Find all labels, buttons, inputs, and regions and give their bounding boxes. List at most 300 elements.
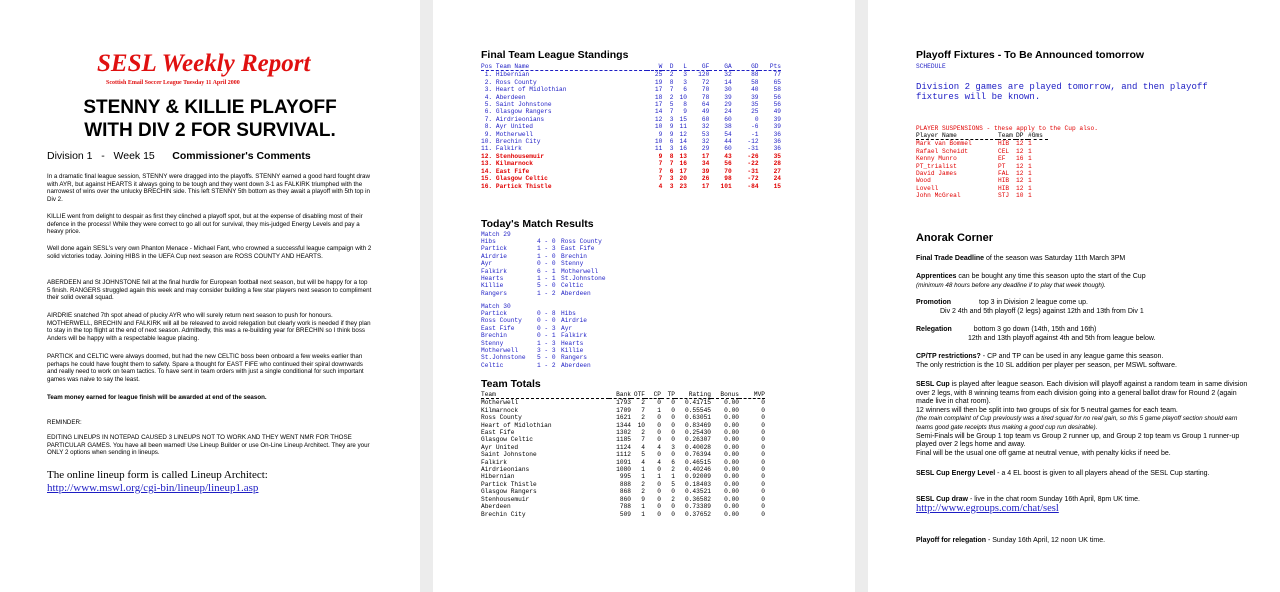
team-code-cell: HIB (998, 140, 1010, 148)
dp-cell: 10 (1016, 192, 1024, 200)
chat-room-link[interactable]: http://www.egroups.com/chat/sesl (916, 502, 1059, 514)
totals-value-cell: 1112 (616, 451, 631, 459)
away-team-cell: Ayr (561, 324, 573, 332)
home-team-cell: Hearts (481, 275, 504, 283)
standings-value-cell: 60 (701, 115, 710, 123)
match-29-results (481, 238, 631, 297)
standings-value-cell: -12 (747, 138, 759, 146)
match-result-row (481, 332, 631, 339)
totals-value-cell: 0 (671, 503, 675, 511)
standings-value-cell: 77 (773, 71, 781, 79)
totals-value-cell: 1 (641, 503, 645, 511)
totals-value-cell: 0 (671, 451, 675, 459)
standings-header-cell: W (647, 63, 663, 71)
report-title: SESL Weekly Report (97, 50, 311, 77)
match-result-row (481, 362, 631, 369)
away-team-cell: Aberdeen (561, 361, 591, 369)
totals-value-cell: 0 (761, 480, 765, 488)
score-cell: 0 - 0 (537, 260, 556, 268)
totals-value-cell: 1080 (616, 466, 631, 474)
away-team-cell: Brechin (561, 252, 587, 260)
totals-row (481, 429, 765, 436)
standings-value-cell: 10 (654, 138, 663, 146)
team-code-cell: EF (998, 155, 1006, 163)
standings-table (481, 63, 781, 190)
standings-header-cell: L (674, 63, 687, 71)
suspensions-table (916, 132, 1048, 200)
standings-value-cell: 3 (669, 115, 674, 123)
totals-value-cell: 0 (657, 510, 661, 518)
standings-header-cell: D (662, 63, 673, 71)
standings-value-cell: 27 (773, 167, 781, 175)
team-code-cell: FAL (998, 170, 1010, 178)
totals-header-cell: MVP (739, 391, 765, 399)
match-result-row (481, 275, 631, 282)
dp-cell: 12 (1016, 162, 1024, 170)
standings-team-cell: 7. Airdrieonians (481, 115, 545, 123)
totals-value-cell: 1 (657, 406, 661, 414)
standings-value-cell: 14 (654, 108, 663, 116)
standings-value-cell: -84 (747, 182, 759, 190)
standings-value-cell: 4 (658, 182, 663, 190)
home-team-cell: Partick (481, 245, 507, 253)
totals-value-cell: 0 (671, 488, 675, 496)
score-cell: 1 - 2 (537, 361, 556, 369)
totals-value-cell: 0.92009 (685, 473, 711, 481)
away-team-cell: Rangers (561, 354, 587, 362)
home-team-cell: Celtic (481, 361, 504, 369)
totals-value-cell: 0 (761, 436, 765, 444)
totals-value-cell: 860 (619, 495, 631, 503)
totals-row (481, 444, 765, 451)
player-name-cell: Lovell (916, 184, 939, 192)
away-team-cell: Celtic (561, 282, 584, 290)
standings-value-cell: 7 (669, 160, 674, 168)
standings-header-cell: GD (732, 63, 759, 71)
totals-value-cell: 0 (657, 495, 661, 503)
standings-team-cell: 3. Heart of Midlothian (481, 86, 567, 94)
standings-value-cell: 14 (724, 78, 732, 86)
standings-value-cell: 54 (724, 130, 732, 138)
standings-header-cell: Pts (759, 63, 781, 71)
player-name-cell: Mark van Bommel (916, 140, 972, 148)
totals-value-cell: 0.26307 (685, 436, 711, 444)
totals-value-cell: 0.00 (724, 451, 739, 459)
standings-row (481, 138, 781, 145)
totals-value-cell: 2 (671, 495, 675, 503)
totals-value-cell: 0 (671, 429, 675, 437)
totals-value-cell: 0 (671, 421, 675, 429)
standings-team-cell: 13. Kilmarnock (481, 160, 533, 168)
totals-value-cell: 0 (657, 488, 661, 496)
totals-team-cell: Glasgow Rangers (481, 488, 537, 496)
sesl-cup-info: SESL Cup is played after league season. Each division will playoff against a random team in same division over 2 legs, with 8 winning teams from each division going into a general ballot draw for Round 2 (again made live in chat room). 12 winners will then be split into two groups of six for 5 neutral games for each team. (the main complaint of Cup previously was a tired squad for no real gain, so this 5 game playoff section should earn teams good gate receipts thus making a good cup run desirable). Semi-Finals will be Group 1 top team vs Group 2 runner up, and Group 2 top team vs Group 1 runner-up played over 2 legs home and away. Final will be the usual one off game at neutral venue, with penalty kicks if need be. (916, 381, 1248, 457)
standings-team-cell: 8. Ayr United (481, 123, 533, 131)
player-name-cell: David James (916, 170, 957, 178)
totals-value-cell: 1185 (616, 436, 631, 444)
totals-team-cell: Falkirk (481, 458, 507, 466)
totals-value-cell: 4 (657, 458, 661, 466)
suspension-row (916, 192, 1048, 199)
totals-value-cell: 0 (761, 399, 765, 407)
report-subtitle: Scottish Email Soccer League Tuesday 11 April 2000 (106, 80, 240, 86)
standings-value-cell: 70 (701, 86, 710, 94)
schedule-label: SCHEDULE (916, 63, 946, 70)
standings-value-cell: 17 (701, 152, 710, 160)
relegation-playoff-info: Playoff for relegation - Sunday 16th April, 12 noon UK time. (916, 537, 1106, 544)
totals-title: Team Totals (481, 378, 541, 390)
totals-value-cell: 0 (761, 466, 765, 474)
totals-value-cell: 1709 (616, 406, 631, 414)
standings-value-cell: 56 (773, 101, 781, 109)
apprentices-info: Apprentices can be bought any time this season upto the start of the Cup (minimum 48 hours before any deadline if to play that week though). (916, 273, 1146, 289)
match-30-label: Match 30 (481, 303, 511, 310)
totals-value-cell: 0.00 (724, 443, 739, 451)
player-name-cell: Wood (916, 177, 931, 185)
team-money-note: Team money earned for league finish will be awarded at end of the season. (47, 394, 267, 401)
match-29-label: Match 29 (481, 231, 511, 238)
totals-value-cell: 0 (657, 429, 661, 437)
home-team-cell: Airdrie (481, 252, 507, 260)
totals-row (481, 503, 765, 510)
standings-value-cell: 64 (701, 101, 710, 109)
page-2 (433, 0, 855, 592)
standings-header-cell: GA (709, 63, 731, 71)
totals-value-cell: 2 (641, 480, 645, 488)
standings-value-cell: 25 (654, 71, 663, 79)
standings-row (481, 183, 781, 190)
standings-value-cell: 8 (683, 101, 687, 109)
standings-value-cell: 6 (683, 86, 687, 94)
dp-cell: 12 (1016, 177, 1024, 185)
suspensions-header-cell: DP (1016, 132, 1028, 140)
home-team-cell: Ayr (481, 260, 493, 268)
totals-row (481, 496, 765, 503)
standings-value-cell: 29 (701, 145, 710, 153)
totals-value-cell: 0 (761, 503, 765, 511)
games-cell: 1 (1028, 155, 1032, 163)
totals-value-cell: 7 (641, 406, 645, 414)
score-cell: 0 - 3 (537, 324, 556, 332)
totals-value-cell: 1091 (616, 458, 631, 466)
standings-value-cell: 65 (773, 78, 781, 86)
standings-value-cell: 23 (679, 182, 687, 190)
totals-value-cell: 1302 (616, 429, 631, 437)
standings-value-cell: 9 (658, 130, 663, 138)
match-result-row (481, 325, 631, 332)
totals-header-cell: CP (645, 391, 661, 399)
games-cell: 1 (1028, 162, 1032, 170)
standings-row (481, 160, 781, 167)
standings-value-cell: 38 (724, 123, 732, 131)
totals-value-cell: 0 (761, 421, 765, 429)
totals-value-cell: 0.40028 (685, 443, 711, 451)
totals-value-cell: 1124 (616, 443, 631, 451)
totals-value-cell: 0 (761, 488, 765, 496)
score-cell: 1 - 1 (537, 275, 556, 283)
totals-row (481, 436, 765, 443)
relegation-info: Relegation bottom 3 go down (14th, 15th and 16th) 12th and 13th playoff against 4th and 5th from league below. (916, 326, 1156, 342)
totals-value-cell: 0.00 (724, 406, 739, 414)
totals-value-cell: 6 (671, 458, 675, 466)
comment-paragraph: KILLIE went from delight to despair as first they clinched a playoff spot, but at the expense of disabling most of their defence in the process! While they were correct to go all out for survival, they mis-judged Energy Levels and pay a heavy price. (47, 213, 363, 236)
standings-value-cell: 40 (751, 86, 759, 94)
score-cell: 1 - 3 (537, 245, 556, 253)
totals-value-cell: 0.41715 (685, 399, 711, 407)
totals-value-cell: 10 (637, 421, 645, 429)
totals-team-cell: Airdrieonians (481, 466, 530, 474)
totals-header-cell: TP (661, 391, 675, 399)
standings-value-cell: 70 (724, 167, 732, 175)
standings-value-cell: 24 (724, 108, 732, 116)
standings-value-cell: 7 (669, 86, 674, 94)
standings-value-cell: 43 (724, 152, 732, 160)
home-team-cell: Ross County (481, 317, 522, 325)
totals-value-cell: 2 (641, 399, 645, 407)
totals-value-cell: 0 (761, 443, 765, 451)
match-result-row (481, 238, 631, 245)
team-code-cell: HIB (998, 177, 1010, 185)
standings-value-cell: 9 (658, 152, 663, 160)
totals-value-cell: 0 (671, 510, 675, 518)
totals-value-cell: 0 (761, 406, 765, 414)
comment-paragraph: Well done again SESL's very own Phanton Menace - Michael Fant, who crowned a successful league campaign with 2 solid victories today. Joining HIBS in the UEFA Cup next season are ROSS COUNTY AND HEARTS. (47, 245, 372, 260)
standings-row (481, 86, 781, 93)
standings-value-cell: 14 (679, 138, 687, 146)
standings-value-cell: 3 (669, 145, 674, 153)
score-cell: 1 - 0 (537, 252, 556, 260)
totals-value-cell: 0.36582 (685, 495, 711, 503)
standings-team-cell: 5. Saint Johnstone (481, 101, 552, 109)
standings-value-cell: -26 (747, 152, 759, 160)
totals-team-cell: Ayr United (481, 443, 519, 451)
totals-value-cell: 0.00 (724, 488, 739, 496)
games-cell: 1 (1028, 147, 1032, 155)
totals-value-cell: 1 (641, 510, 645, 518)
totals-value-cell: 995 (619, 473, 631, 481)
home-team-cell: Motherwell (481, 347, 519, 355)
match-30-results (481, 310, 631, 369)
standings-team-cell: 4. Aberdeen (481, 93, 526, 101)
standings-team-cell: 14. East Fife (481, 167, 530, 175)
totals-value-cell: 0.00 (724, 458, 739, 466)
player-name-cell: Rafael Scheidt (916, 147, 968, 155)
standings-value-cell: 39 (773, 123, 781, 131)
team-code-cell: CEL (998, 147, 1010, 155)
standings-value-cell: 29 (724, 101, 732, 109)
totals-value-cell: 0.00 (724, 399, 739, 407)
home-team-cell: Brechin (481, 332, 507, 340)
standings-value-cell: 49 (773, 108, 781, 116)
standings-row (481, 168, 781, 175)
standings-value-cell: 16 (679, 145, 687, 153)
totals-value-cell: 0.55545 (685, 406, 711, 414)
totals-value-cell: 0 (657, 466, 661, 474)
match-result-row (481, 290, 631, 297)
totals-value-cell: 2 (641, 429, 645, 437)
totals-value-cell: 0 (657, 480, 661, 488)
totals-team-cell: Kilmarnock (481, 406, 519, 414)
schedule-text: Division 2 games are played tomorrow, and then playoff fixtures will be known. (916, 82, 1208, 102)
score-cell: 1 - 2 (537, 289, 556, 297)
standings-team-cell: 2. Ross County (481, 78, 537, 86)
suspensions-title: PLAYER SUSPENSIONS - these apply to the Cup also. (916, 125, 1098, 132)
totals-value-cell: 0 (761, 495, 765, 503)
games-cell: 1 (1028, 177, 1032, 185)
totals-value-cell: 5 (641, 451, 645, 459)
away-team-cell: Aberdeen (561, 289, 591, 297)
standings-value-cell: 32 (724, 71, 732, 79)
match-result-row (481, 340, 631, 347)
suspension-row (916, 170, 1048, 177)
match-result-row (481, 354, 631, 361)
games-cell: 1 (1028, 140, 1032, 148)
totals-value-cell: 2 (641, 488, 645, 496)
totals-value-cell: 1 (641, 466, 645, 474)
standings-value-cell: 3 (683, 71, 687, 79)
team-code-cell: STJ (998, 192, 1010, 200)
standings-value-cell: 35 (773, 152, 781, 160)
standings-value-cell: 78 (701, 93, 710, 101)
standings-value-cell: 5 (669, 101, 674, 109)
totals-value-cell: 0.63051 (685, 414, 711, 422)
totals-value-cell: 0 (657, 414, 661, 422)
totals-team-cell: Heart of Midlothian (481, 421, 552, 429)
standings-value-cell: 72 (701, 78, 710, 86)
standings-value-cell: 101 (720, 182, 732, 190)
standings-value-cell: 8 (669, 78, 674, 86)
score-cell: 3 - 3 (537, 347, 556, 355)
totals-team-cell: Saint Johnstone (481, 451, 537, 459)
standings-row (481, 145, 781, 152)
standings-value-cell: -6 (751, 123, 759, 131)
standings-value-cell: 36 (773, 138, 781, 146)
reminder-label: REMINDER: (47, 419, 82, 426)
results-title: Today's Match Results (481, 218, 594, 230)
standings-value-cell: 20 (679, 175, 687, 183)
totals-value-cell: 1 (671, 473, 675, 481)
away-team-cell: Hibs (561, 310, 576, 317)
totals-header-cell: Bank (609, 391, 631, 399)
comment-paragraph: ABERDEEN and St JOHNSTONE fell at the final hurdle for European football next season, but will be happy for a top 5 finish. RANGERS struggled again this week and may consider building a few star players next season to compliment their solid overall squad. (47, 279, 372, 302)
totals-header-cell: Bonus (711, 391, 739, 399)
lineup-architect-link[interactable]: http://www.mswl.org/cgi-bin/lineup/lineup1.asp (47, 482, 259, 494)
away-team-cell: Hearts (561, 339, 584, 347)
standings-row (481, 123, 781, 130)
totals-row (481, 407, 765, 414)
away-team-cell: Falkirk (561, 332, 587, 340)
standings-value-cell: -22 (747, 160, 759, 168)
away-team-cell: Stenny (561, 260, 584, 268)
lineup-architect-text: The online lineup form is called Lineup Architect: (47, 469, 268, 481)
totals-row (481, 466, 765, 473)
totals-value-cell: 4 (641, 458, 645, 466)
totals-row (481, 422, 765, 429)
standings-value-cell: 12 (654, 115, 663, 123)
standings-value-cell: 39 (724, 93, 732, 101)
totals-value-cell: 0 (761, 458, 765, 466)
standings-value-cell: 39 (751, 93, 759, 101)
totals-value-cell: 3 (671, 443, 675, 451)
totals-value-cell: 0 (761, 429, 765, 437)
away-team-cell: East Fife (561, 245, 595, 253)
standings-value-cell: 13 (679, 152, 687, 160)
match-result-row (481, 347, 631, 354)
dp-cell: 16 (1016, 155, 1024, 163)
totals-value-cell: 4 (641, 443, 645, 451)
totals-value-cell: 1793 (616, 399, 631, 407)
standings-team-cell: 15. Glasgow Celtic (481, 175, 548, 183)
totals-value-cell: 0 (671, 414, 675, 422)
totals-value-cell: 0.46515 (685, 458, 711, 466)
suspensions-header-cell: #Gms (1028, 132, 1048, 140)
totals-value-cell: 868 (619, 488, 631, 496)
score-cell: 5 - 0 (537, 354, 556, 362)
standings-team-cell: 12. Stenhousemuir (481, 152, 545, 160)
totals-value-cell: 0.00 (724, 466, 739, 474)
standings-row (481, 175, 781, 182)
totals-value-cell: 0 (657, 451, 661, 459)
totals-value-cell: 2 (671, 466, 675, 474)
totals-team-cell: Brechin City (481, 510, 526, 518)
standings-value-cell: 44 (724, 138, 732, 146)
headline-line-2: WITH DIV 2 FOR SURVIVAL. (84, 120, 336, 141)
standings-value-cell: 26 (701, 175, 710, 183)
commissioner-heading: Commissioner's Comments (172, 150, 311, 162)
standings-value-cell: 98 (724, 175, 732, 183)
standings-row (481, 79, 781, 86)
standings-header (481, 63, 781, 71)
totals-value-cell: 9 (641, 495, 645, 503)
standings-team-cell: 10. Brechin City (481, 138, 541, 146)
totals-header-cell: Team (481, 391, 609, 399)
suspension-row (916, 155, 1048, 162)
standings-value-cell: 35 (751, 101, 759, 109)
standings-value-cell: 11 (679, 123, 687, 131)
match-result-row (481, 317, 631, 324)
totals-value-cell: 0.00 (724, 503, 739, 511)
suspensions-header (916, 132, 1048, 140)
standings-row (481, 101, 781, 108)
division-week-heading: Division 1 - Week 15 Commissioner's Comments (47, 150, 311, 162)
standings-value-cell: 24 (773, 175, 781, 183)
standings-value-cell: 58 (751, 78, 759, 86)
score-cell: 4 - 0 (537, 238, 556, 245)
totals-value-cell: 788 (619, 503, 631, 511)
totals-row (481, 488, 765, 495)
totals-header (481, 391, 765, 399)
standings-value-cell: 11 (654, 145, 663, 153)
cup-draw-info: SESL Cup draw - live in the chat room Sunday 16th April, 8pm UK time. http://www.egroups.com/chat/sesl (916, 496, 1140, 514)
standings-value-cell: 2 (669, 71, 674, 79)
standings-row (481, 71, 781, 79)
standings-value-cell: 6 (669, 167, 674, 175)
home-team-cell: Rangers (481, 289, 507, 297)
standings-row (481, 94, 781, 101)
standings-value-cell: 12 (679, 130, 687, 138)
standings-value-cell: 17 (654, 101, 663, 109)
totals-team-cell: Glasgow Celtic (481, 436, 533, 444)
suspension-row (916, 148, 1048, 155)
totals-row (481, 459, 765, 466)
dp-cell: 12 (1016, 170, 1024, 178)
totals-header-cell: Rating (675, 391, 711, 399)
games-cell: 1 (1028, 170, 1032, 178)
standings-value-cell: 56 (773, 93, 781, 101)
player-name-cell: Kenny Munro (916, 155, 957, 163)
suspension-row (916, 140, 1048, 148)
totals-value-cell: 0.18403 (685, 480, 711, 488)
